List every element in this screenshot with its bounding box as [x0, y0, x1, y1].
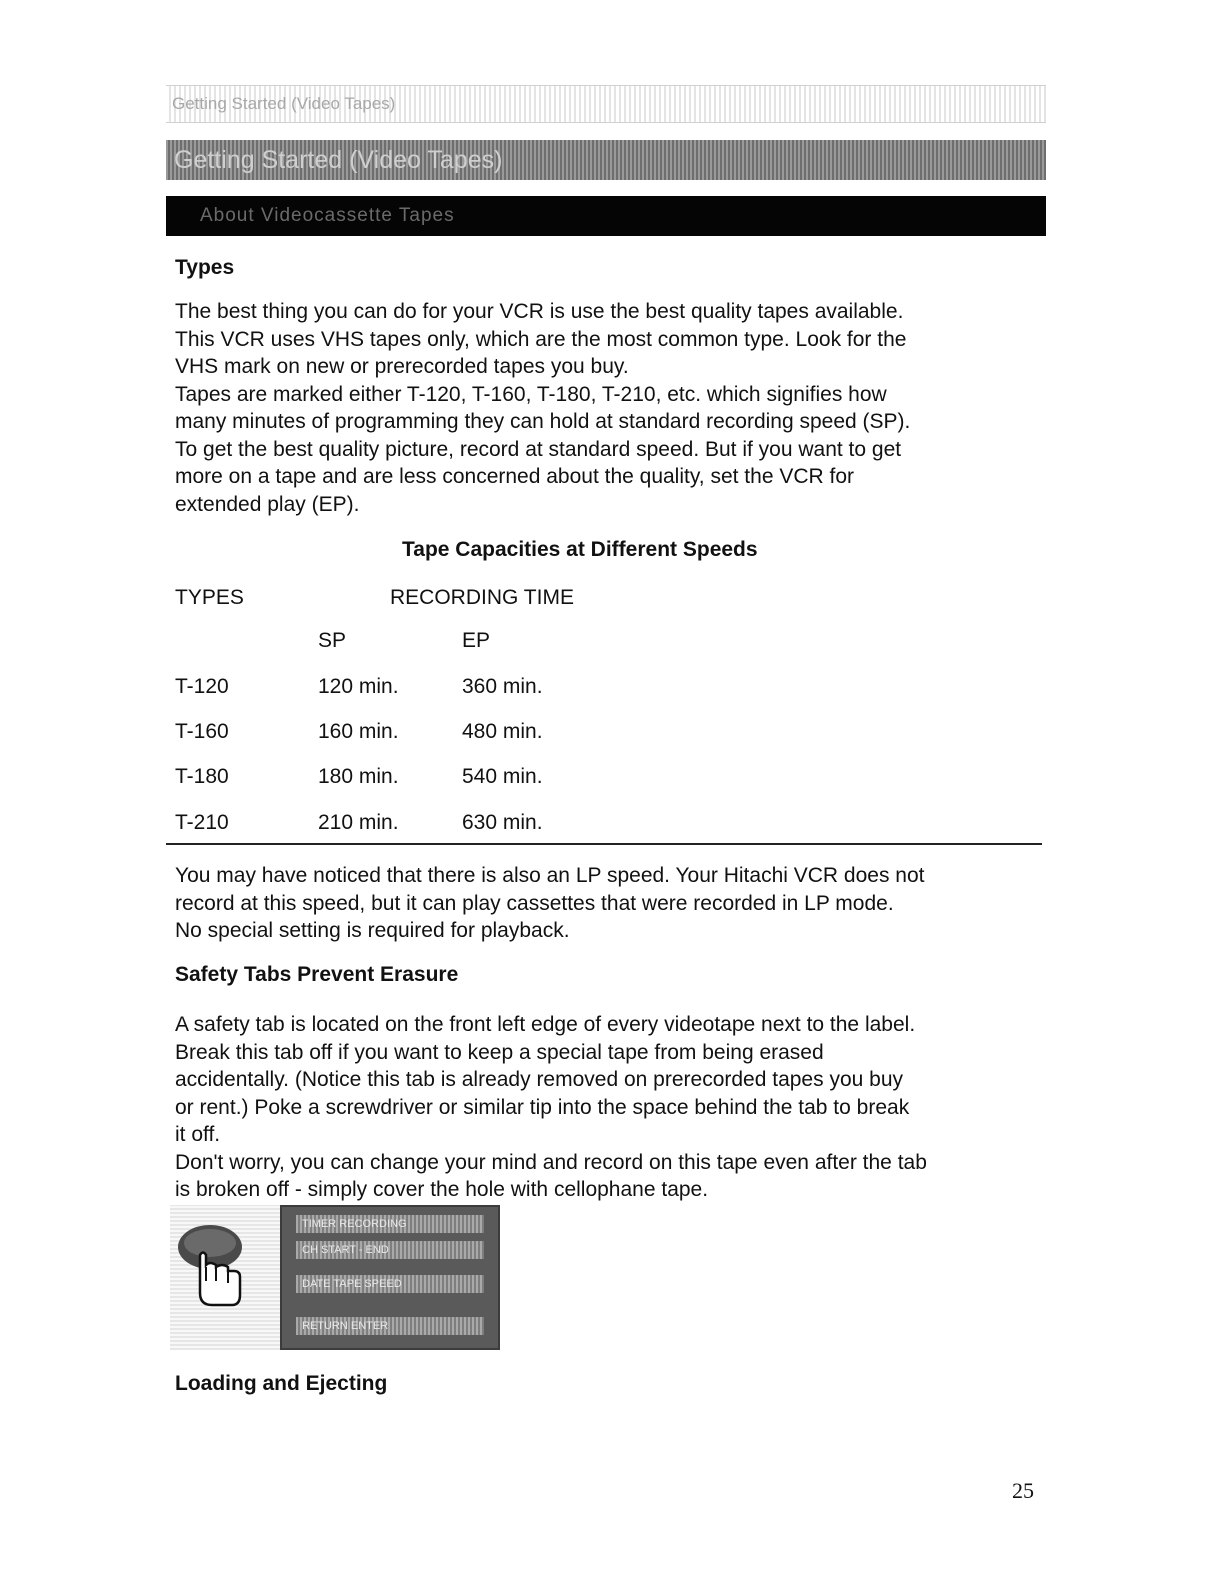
safety-line: it off.: [175, 1123, 221, 1146]
table-cell-sp: 210 min.: [318, 811, 399, 834]
safety-line: accidentally. (Notice this tab is already removed on prerecorded tapes you buy: [175, 1068, 903, 1091]
osd-line: RETURN ENTER: [296, 1317, 484, 1335]
table-title: Tape Capacities at Different Speeds: [402, 538, 758, 561]
loading-heading: Loading and Ejecting: [175, 1372, 388, 1395]
col-header-recording-time: RECORDING TIME: [390, 586, 574, 609]
safety-line: is broken off - simply cover the hole with cellophane tape.: [175, 1178, 709, 1201]
section-title: About Videocassette Tapes: [200, 205, 455, 226]
table-cell-type: T-210: [175, 811, 229, 834]
osd-line: TIMER RECORDING: [296, 1215, 484, 1233]
types-line: To get the best quality picture, record at standard speed. But if you want to get: [175, 437, 902, 461]
types-paragraph: [175, 298, 1055, 518]
table-cell-ep: 540 min.: [462, 765, 543, 788]
safety-paragraph: [175, 1011, 1055, 1204]
table-cell-type: T-180: [175, 765, 229, 788]
table-bottom-rule: [166, 843, 1042, 845]
sub-header-ep: EP: [462, 629, 491, 652]
col-header-types: TYPES: [175, 586, 244, 609]
table-cell-sp: 180 min.: [318, 765, 399, 788]
lp-note-line: record at this speed, but it can play cassettes that were recorded in LP mode.: [175, 891, 894, 915]
types-line: VHS mark on new or prerecorded tapes you buy.: [175, 355, 629, 378]
types-heading: Types: [175, 256, 235, 279]
section-bar: [166, 196, 1046, 236]
types-line: Tapes are marked either T-120, T-160, T-180, T-210, etc. which signifies how: [175, 382, 887, 406]
lp-note-paragraph: [175, 862, 1055, 945]
safety-line: or rent.) Poke a screwdriver or similar tip into the space behind the tab to break: [175, 1095, 910, 1119]
table-cell-ep: 480 min.: [462, 720, 543, 743]
timer-recording-figure: [170, 1205, 500, 1350]
safety-heading: Safety Tabs Prevent Erasure: [175, 963, 459, 986]
sub-header-sp: SP: [318, 629, 347, 652]
safety-line: A safety tab is located on the front left edge of every videotape next to the label.: [175, 1013, 916, 1036]
table-cell-type: T-120: [175, 675, 229, 698]
table-cell-ep: 360 min.: [462, 675, 543, 698]
table-cell-sp: 160 min.: [318, 720, 399, 743]
page-number: 25: [1012, 1478, 1034, 1503]
osd-line: CH START - END: [296, 1241, 484, 1259]
safety-line: Don't worry, you can change your mind and record on this tape even after the tab: [175, 1150, 927, 1174]
running-header-title: Getting Started (Video Tapes): [172, 94, 396, 113]
types-line: more on a tape and are less concerned about the quality, set the VCR for: [175, 465, 855, 488]
running-header: [166, 85, 1046, 123]
types-line: The best thing you can do for your VCR is use the best quality tapes available.: [175, 300, 904, 323]
on-screen-display: [280, 1205, 500, 1350]
table-cell-sp: 120 min.: [318, 675, 399, 698]
types-line: many minutes of programming they can hold at standard recording speed (SP).: [175, 410, 911, 433]
chapter-banner: [166, 140, 1046, 180]
osd-line: DATE TAPE SPEED: [296, 1275, 484, 1293]
types-line: extended play (EP).: [175, 492, 360, 516]
chapter-title: Getting Started (Video Tapes): [174, 146, 503, 174]
hand-pressing-button-icon: [170, 1215, 250, 1315]
lp-note-line: You may have noticed that there is also an LP speed. Your Hitachi VCR does not: [175, 864, 925, 887]
lp-note-line: No special setting is required for playback.: [175, 919, 570, 942]
table-cell-type: T-160: [175, 720, 229, 743]
types-line: This VCR uses VHS tapes only, which are the most common type. Look for the: [175, 327, 907, 351]
table-cell-ep: 630 min.: [462, 811, 543, 834]
safety-line: Break this tab off if you want to keep a special tape from being erased: [175, 1040, 824, 1064]
